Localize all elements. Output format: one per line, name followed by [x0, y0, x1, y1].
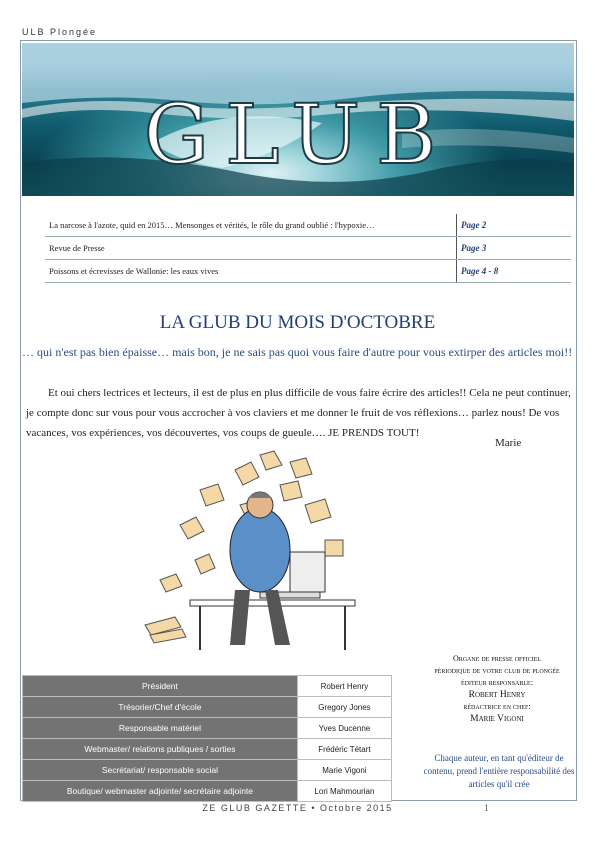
table-row	[23, 697, 392, 718]
page-number: 1	[484, 803, 489, 813]
table-row	[23, 781, 392, 802]
staff-role: Président	[23, 676, 298, 697]
editor-name: Robert Henry	[468, 690, 526, 700]
toc-row	[45, 260, 571, 283]
footer-text: ZE GLUB GAZETTE • Octobre 2015	[202, 803, 393, 813]
toc-row	[45, 214, 571, 237]
toc-page: Page 4 - 8	[457, 260, 572, 283]
table-row	[23, 676, 392, 697]
article-heading: LA GLUB DU MOIS D'OCTOBRE	[159, 312, 436, 333]
table-of-contents	[45, 214, 571, 283]
toc-title: Poissons et écrevisses de Wallonie: les eaux vives	[45, 260, 457, 283]
table-row	[23, 760, 392, 781]
publisher-info	[418, 653, 576, 725]
publisher-line: éditeur responsable:	[461, 678, 533, 687]
staff-name: Lori Mahmourian	[297, 781, 391, 802]
publisher-line: Organe de presse officiel	[452, 654, 542, 663]
staff-role: Trésorier/Chef d'école	[23, 697, 298, 718]
toc-page: Page 2	[457, 214, 572, 237]
toc-title: La narcose à l'azote, quid en 2015… Mensonges et vérités, le rôle du grand oublié : l'hypoxie…	[45, 214, 457, 237]
article-intro: … qui n'est pas bien épaisse… mais bon, je ne sais pas quoi vous faire d'autre pour vous extirper des articles moi!!	[22, 345, 573, 359]
chief-editor-name: Marie Vigoni	[470, 714, 524, 724]
staff-name: Robert Henry	[297, 676, 391, 697]
staff-role: Boutique/ webmaster adjointe/ secrétaire adjointe	[23, 781, 298, 802]
staff-name: Marie Vigoni	[297, 760, 391, 781]
article-signature: Marie	[495, 437, 522, 449]
staff-name: Frédéric Tétart	[297, 739, 391, 760]
staff-role: Secrétariat/ responsable social	[23, 760, 298, 781]
toc-title: Revue de Presse	[45, 237, 457, 260]
publisher-line: rédactrice en chef:	[463, 702, 531, 711]
toc-page: Page 3	[457, 237, 572, 260]
article-body	[26, 383, 574, 443]
writer-illustration	[140, 450, 370, 655]
disclaimer: Chaque auteur, en tant qu'éditeur de contenu, prend l'entière responsabilité des articles qu'il crée	[423, 753, 575, 789]
staff-name: Gregory Jones	[297, 697, 391, 718]
staff-table	[22, 675, 392, 802]
staff-role: Webmaster/ relations publiques / sorties	[23, 739, 298, 760]
masthead-title: GLUB	[143, 88, 453, 183]
publisher-line: périodique de votre club de plongée	[434, 666, 560, 675]
masthead-banner	[22, 43, 574, 196]
table-row	[23, 718, 392, 739]
staff-role: Responsable matériel	[23, 718, 298, 739]
staff-name: Yves Ducenne	[297, 718, 391, 739]
table-row	[23, 739, 392, 760]
toc-row	[45, 237, 571, 260]
club-label: ULB Plongée	[22, 27, 98, 37]
article-body-text: Et oui chers lectrices et lecteurs, il est de plus en plus difficile de vous faire écrire des articles!! Cela ne peut continuer, je compte donc sur vous pour vous accrocher à vos claviers et me donner le fruit de vos réflexions… parlez nous! De vos vacances, vos expériences, vos découvertes, vos coups de gueule…. JE PRENDS TOUT!	[26, 387, 571, 439]
